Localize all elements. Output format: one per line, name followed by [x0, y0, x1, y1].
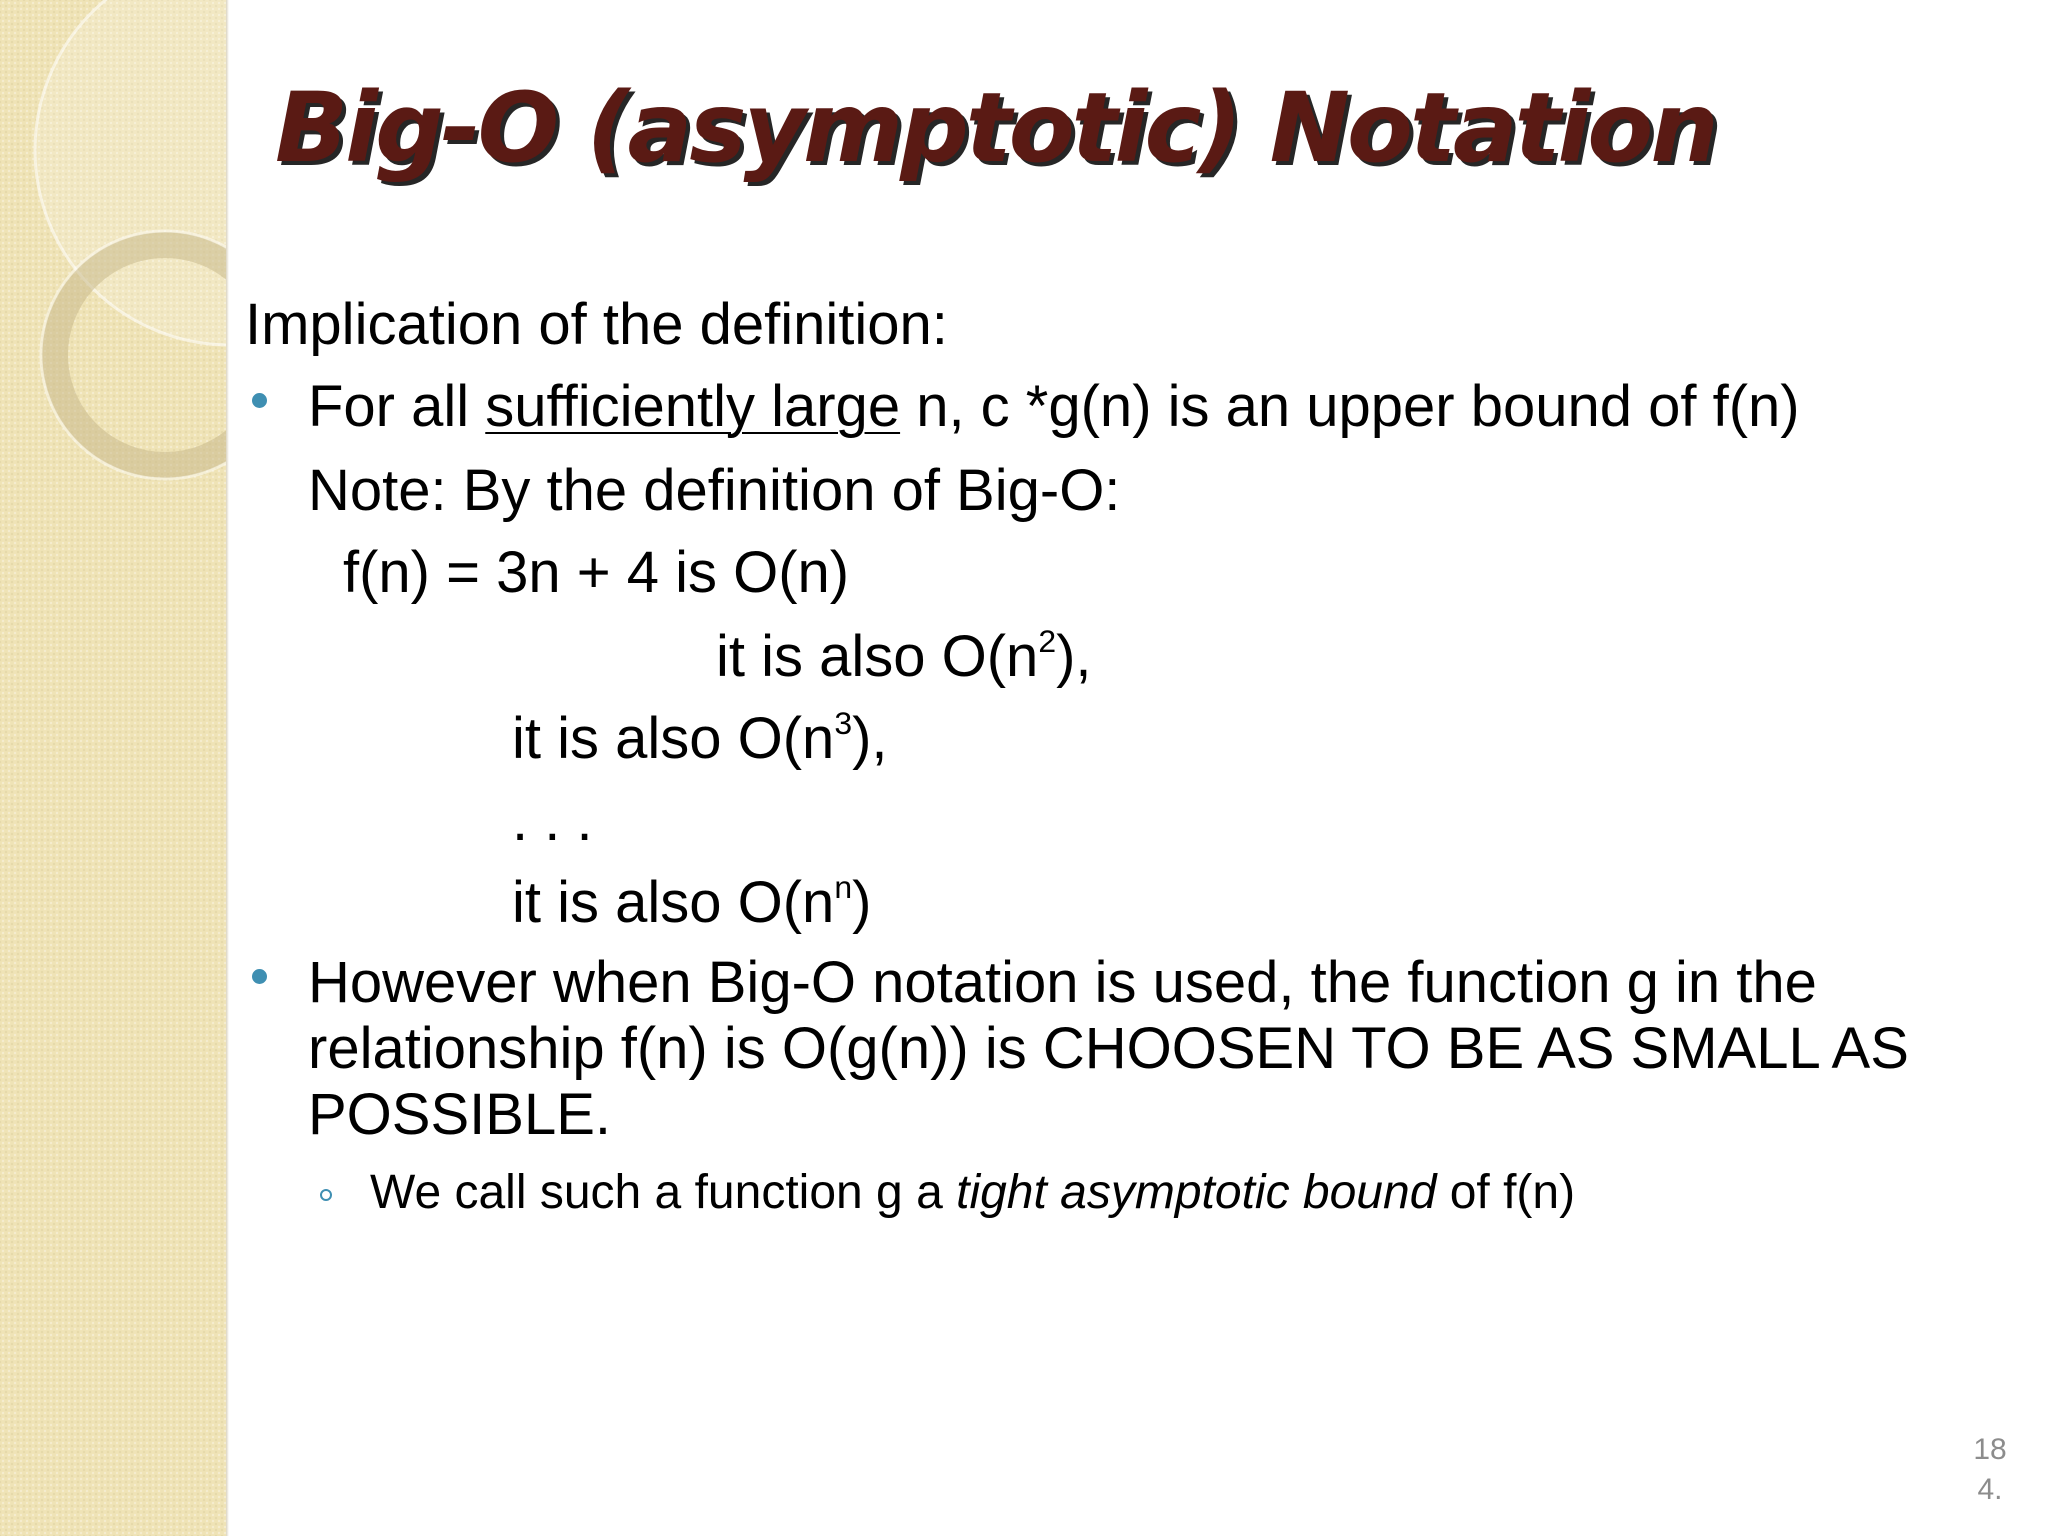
bullet-small-as-possible: However when Big-O notation is used, the function g in the relationship f(n) is O(g(n)) is CHOOSEN TO BE AS SMALL AS POSSIBLE.: [308, 950, 1909, 1147]
sub-bullet-icon: [320, 1189, 332, 1201]
decorative-sidebar: [0, 0, 226, 1536]
bullet-icon: [252, 393, 267, 408]
sub-bullet-tight-bound: We call such a function g a tight asymptotic bound of f(n): [370, 1166, 1576, 1219]
note-text: Note: By the definition of Big-O:: [308, 458, 1121, 523]
also-o-nn: it is also $O(n^n)$: [512, 869, 872, 935]
bullet-upper-bound: For all sufficiently large n, c *g(n) is an upper bound of f(n): [308, 374, 1800, 439]
intro-text: Implication of the definition:: [245, 292, 948, 357]
also-o-n3: it is also $O(n^3)$,: [512, 705, 888, 771]
bullet-icon: [252, 969, 267, 984]
slide-number: 18 4.: [1973, 1433, 2007, 1506]
example-text: f(n) = 3n + 4 is O(n): [343, 540, 850, 605]
ellipsis: . . .: [512, 788, 593, 853]
slide-title: Big-O (asymptotic) Notation: [275, 72, 1716, 184]
sidebar-edge: [226, 0, 229, 1536]
underlined-phrase: sufficiently large: [485, 374, 901, 439]
decorative-circles: [0, 0, 226, 500]
also-o-n2: it is also $O(n^2)$,: [716, 623, 1092, 689]
